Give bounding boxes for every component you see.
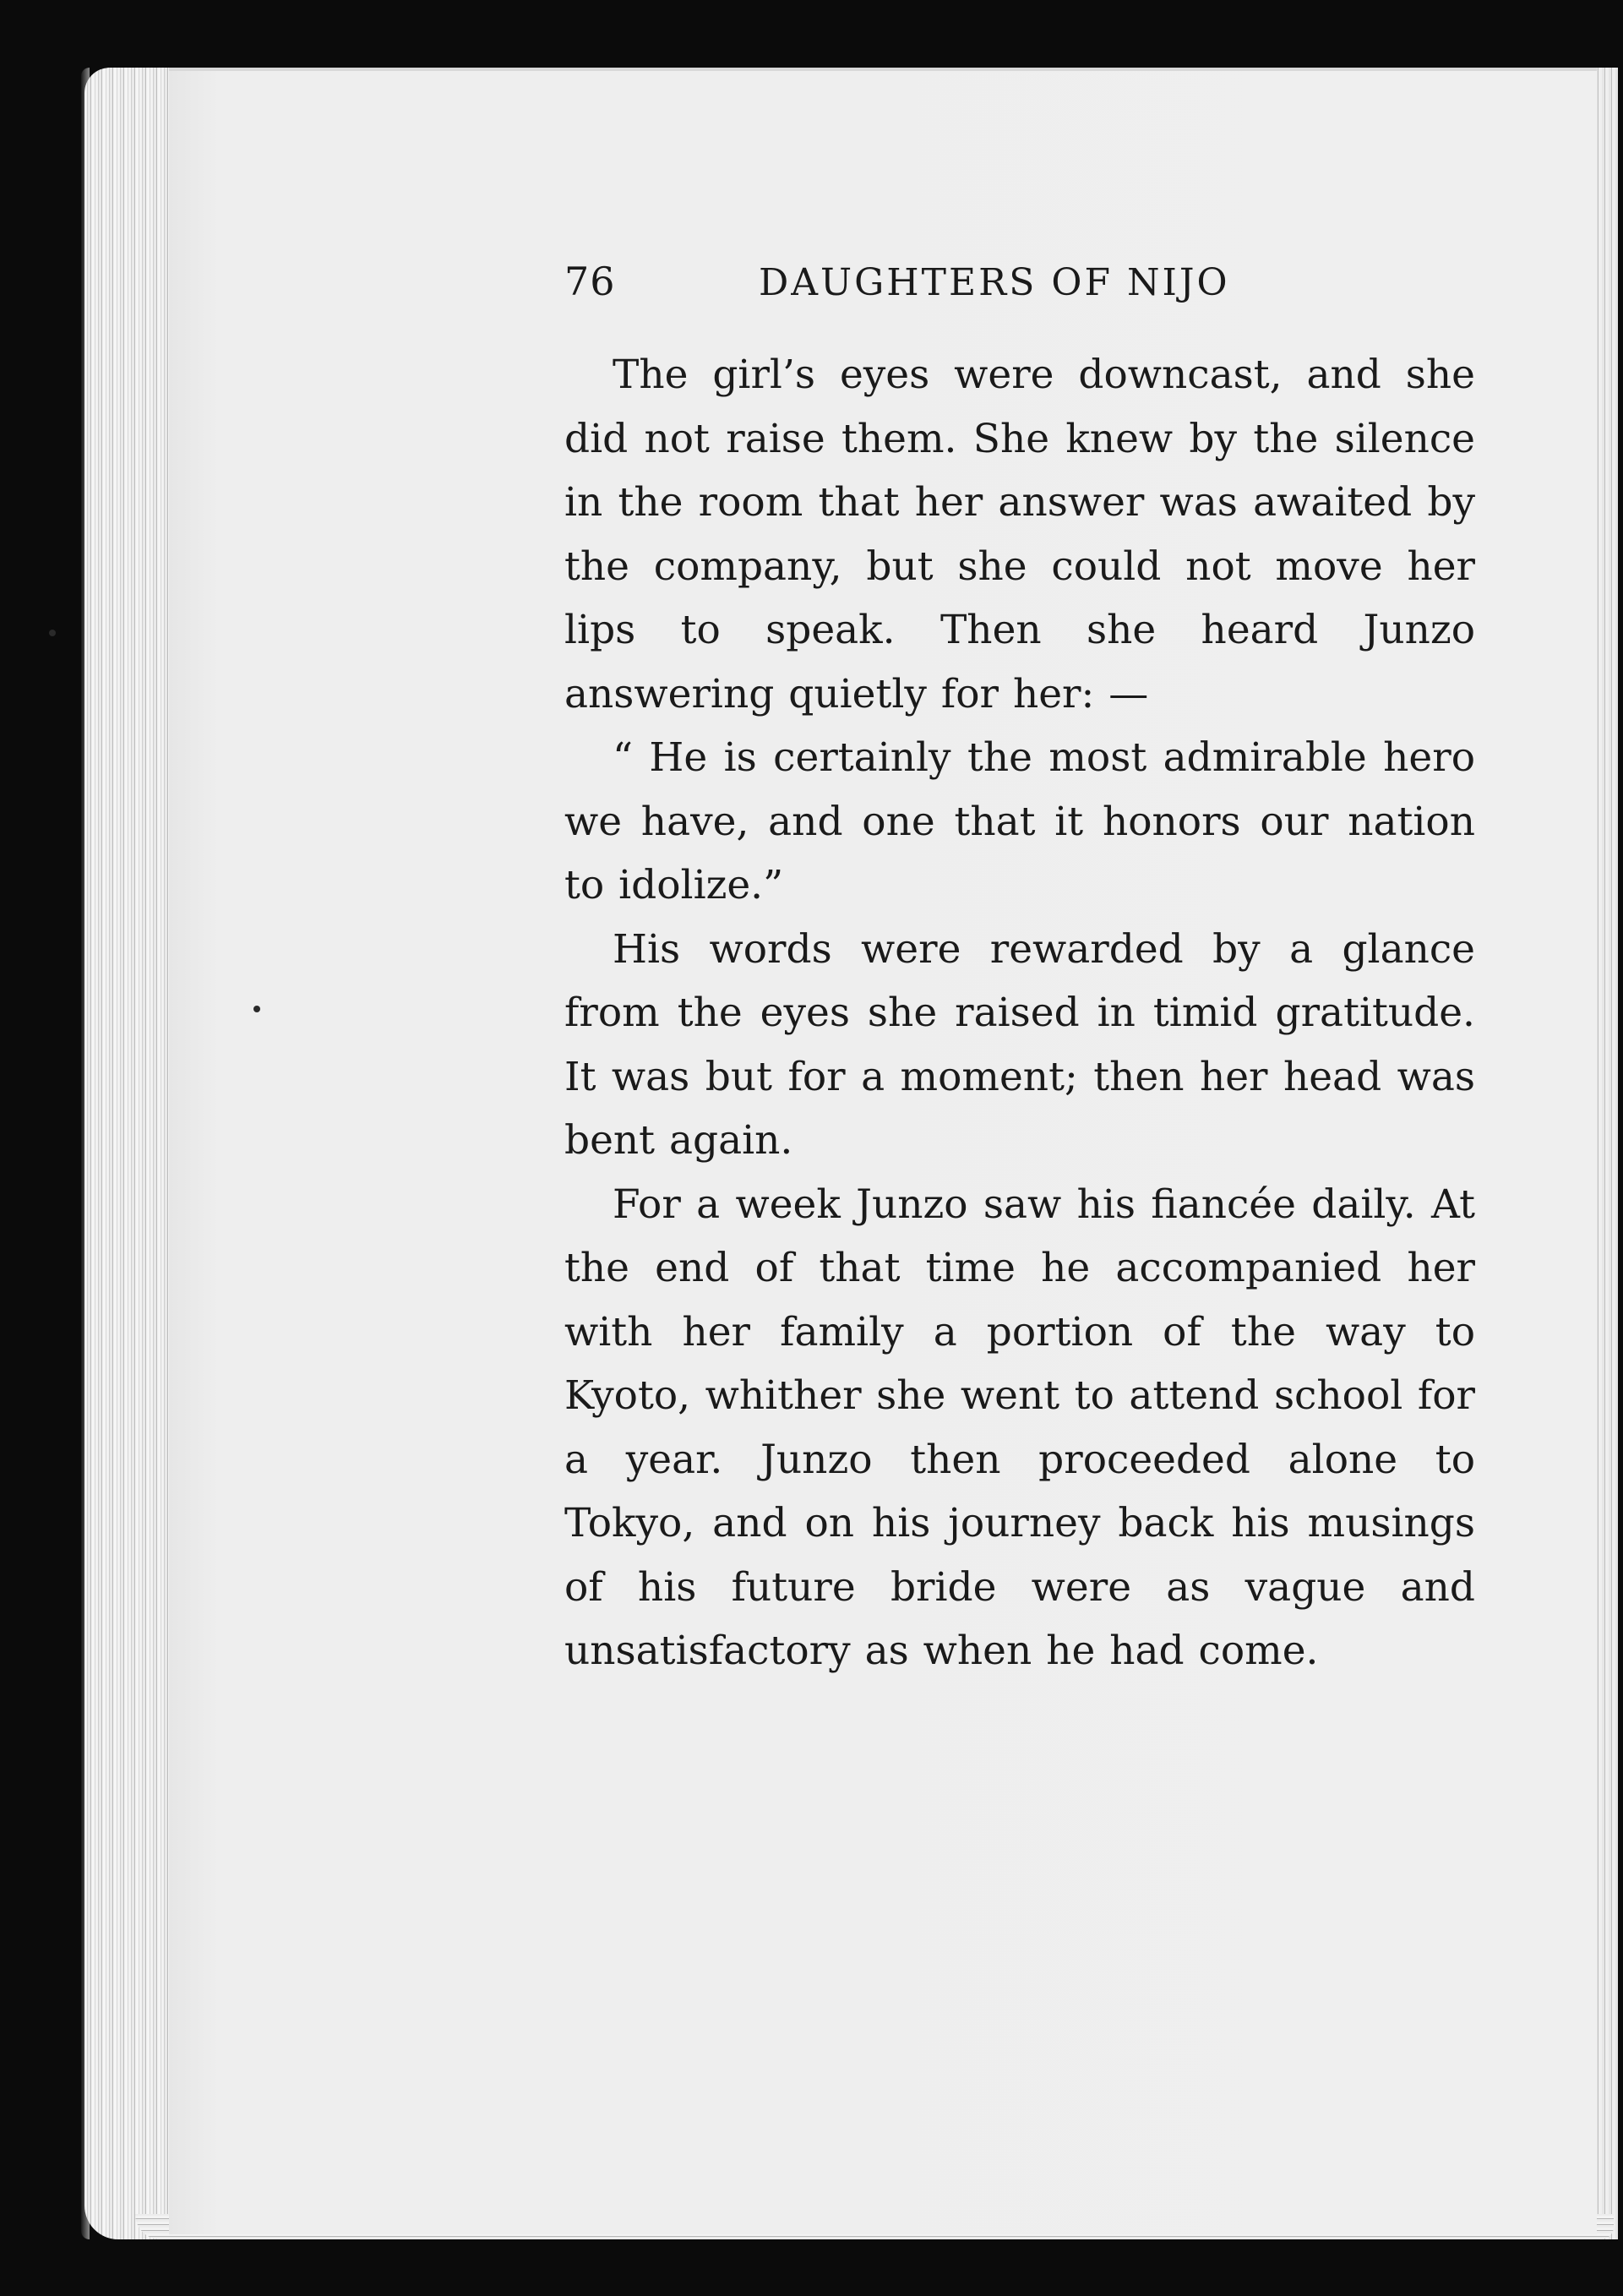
page-content: [564, 259, 1475, 1683]
body-text: [564, 343, 1475, 1683]
paragraph: “ He is certainly the most admirable hero we have, and one that it honors our nation to idolize.”: [564, 734, 1475, 908]
paragraph: For a week Junzo saw his fiancée daily. At the end of that time he accompanied her with her family a portion of the way to Kyoto, whither she went to attend school for a year. Junzo then proceeded alone to Tokyo, and on his journey back his musings of his future bride were as vague and unsatisfactory as when he had come.: [564, 1181, 1475, 1674]
scan-speck: [49, 630, 56, 636]
paragraph: The girl’s eyes were downcast, and she did not raise them. She knew by the silence in the room that her answer was awaited by the company, but she could not move her lips to speak. Then she heard Junzo answering quietly for her: —: [564, 352, 1475, 717]
book-page: [169, 68, 1597, 2234]
running-head: [564, 259, 1475, 326]
book-title: DAUGHTERS OF NIJO: [759, 261, 1230, 304]
page-number: 76: [564, 259, 616, 304]
paragraph: His words were rewarded by a glance from the eyes she raised in timid gratitude. It was but for a moment; then her head was bent again.: [564, 925, 1475, 1164]
scan-speck: [253, 1006, 260, 1012]
